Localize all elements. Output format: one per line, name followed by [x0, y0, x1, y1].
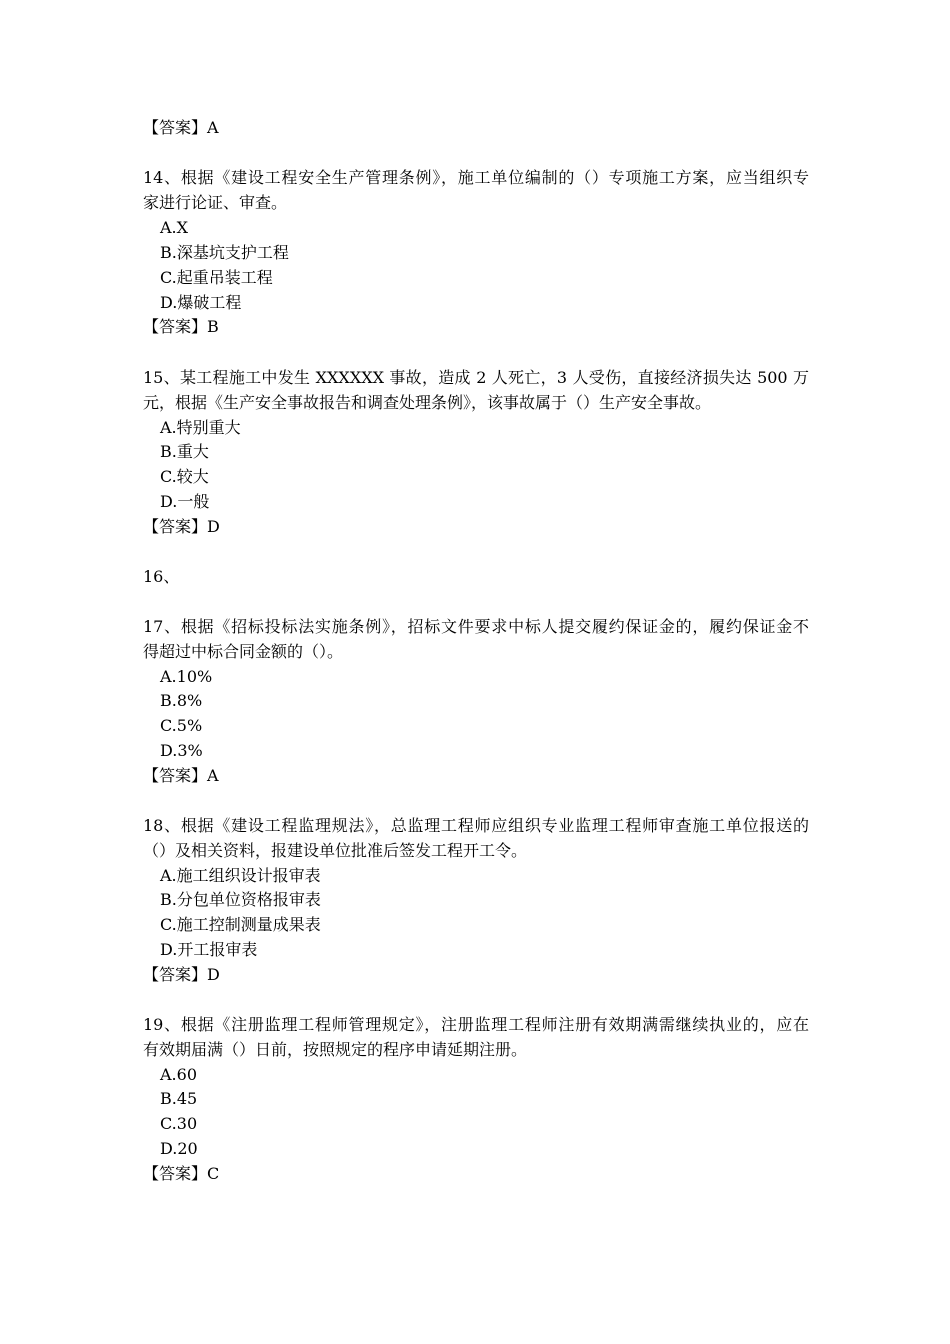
q18-option-b: B.分包单位资格报审表	[160, 890, 321, 909]
q18-stem-line1: 18、根据《建设工程监理规法》，总监理工程师应组织专业监理工程师审查施工单位报送的	[143, 816, 809, 835]
q19-option-b: B.45	[160, 1089, 198, 1108]
q18-stem-line2: （）及相关资料，报建设单位批准后签发工程开工令。	[143, 841, 528, 860]
q15-answer: 【答案】D	[143, 517, 220, 536]
answer-prev: 【答案】A	[143, 118, 219, 137]
q18-answer: 【答案】D	[143, 965, 220, 984]
q15-option-a: A.特别重大	[160, 418, 241, 437]
q18-option-a: A.施工组织设计报审表	[160, 866, 321, 885]
q17-option-a: A.10%	[160, 667, 213, 686]
q14-option-a: A.X	[160, 218, 189, 237]
q16-stem-line1: 16、	[143, 567, 180, 586]
q17-option-b: B.8%	[160, 691, 203, 710]
q15-stem-line1: 15、某工程施工中发生 XXXXXX 事故，造成 2 人死亡，3 人受伤，直接经济损失达 500 万	[143, 368, 809, 387]
q17-stem-line2: 得超过中标合同金额的（）。	[143, 642, 344, 661]
q15-stem-line2: 元，根据《生产安全事故报告和调查处理条例》，该事故属于（）生产安全事故。	[143, 393, 712, 412]
q19-option-a: A.60	[160, 1065, 197, 1084]
q18-option-d: D.开工报审表	[160, 940, 258, 959]
q14-option-d: D.爆破工程	[160, 293, 242, 312]
q14-stem-line1: 14、根据《建设工程安全生产管理条例》，施工单位编制的（）专项施工方案，应当组织专	[143, 168, 809, 187]
q17-option-c: C.5%	[160, 716, 203, 735]
q17-option-d: D.3%	[160, 741, 203, 760]
q15-option-b: B.重大	[160, 442, 209, 461]
q19-option-d: D.20	[160, 1139, 198, 1158]
q18-option-c: C.施工控制测量成果表	[160, 915, 321, 934]
q17-stem-line1: 17、根据《招标投标法实施条例》，招标文件要求中标人提交履约保证金的，履约保证金不	[143, 617, 809, 636]
q19-stem-line2: 有效期届满（）日前，按照规定的程序申请延期注册。	[143, 1040, 528, 1059]
q19-answer: 【答案】C	[143, 1164, 220, 1183]
q19-option-c: C.30	[160, 1114, 198, 1133]
q14-option-b: B.深基坑支护工程	[160, 243, 289, 262]
q14-option-c: C.起重吊装工程	[160, 268, 273, 287]
q14-stem-line2: 家进行论证、审查。	[143, 193, 288, 212]
q15-option-c: C.较大	[160, 467, 209, 486]
q19-stem-line1: 19、根据《注册监理工程师管理规定》，注册监理工程师注册有效期满需继续执业的，应在	[143, 1015, 809, 1034]
q14-answer: 【答案】B	[143, 317, 219, 336]
q15-option-d: D.一般	[160, 492, 210, 511]
q17-answer: 【答案】A	[143, 766, 219, 785]
